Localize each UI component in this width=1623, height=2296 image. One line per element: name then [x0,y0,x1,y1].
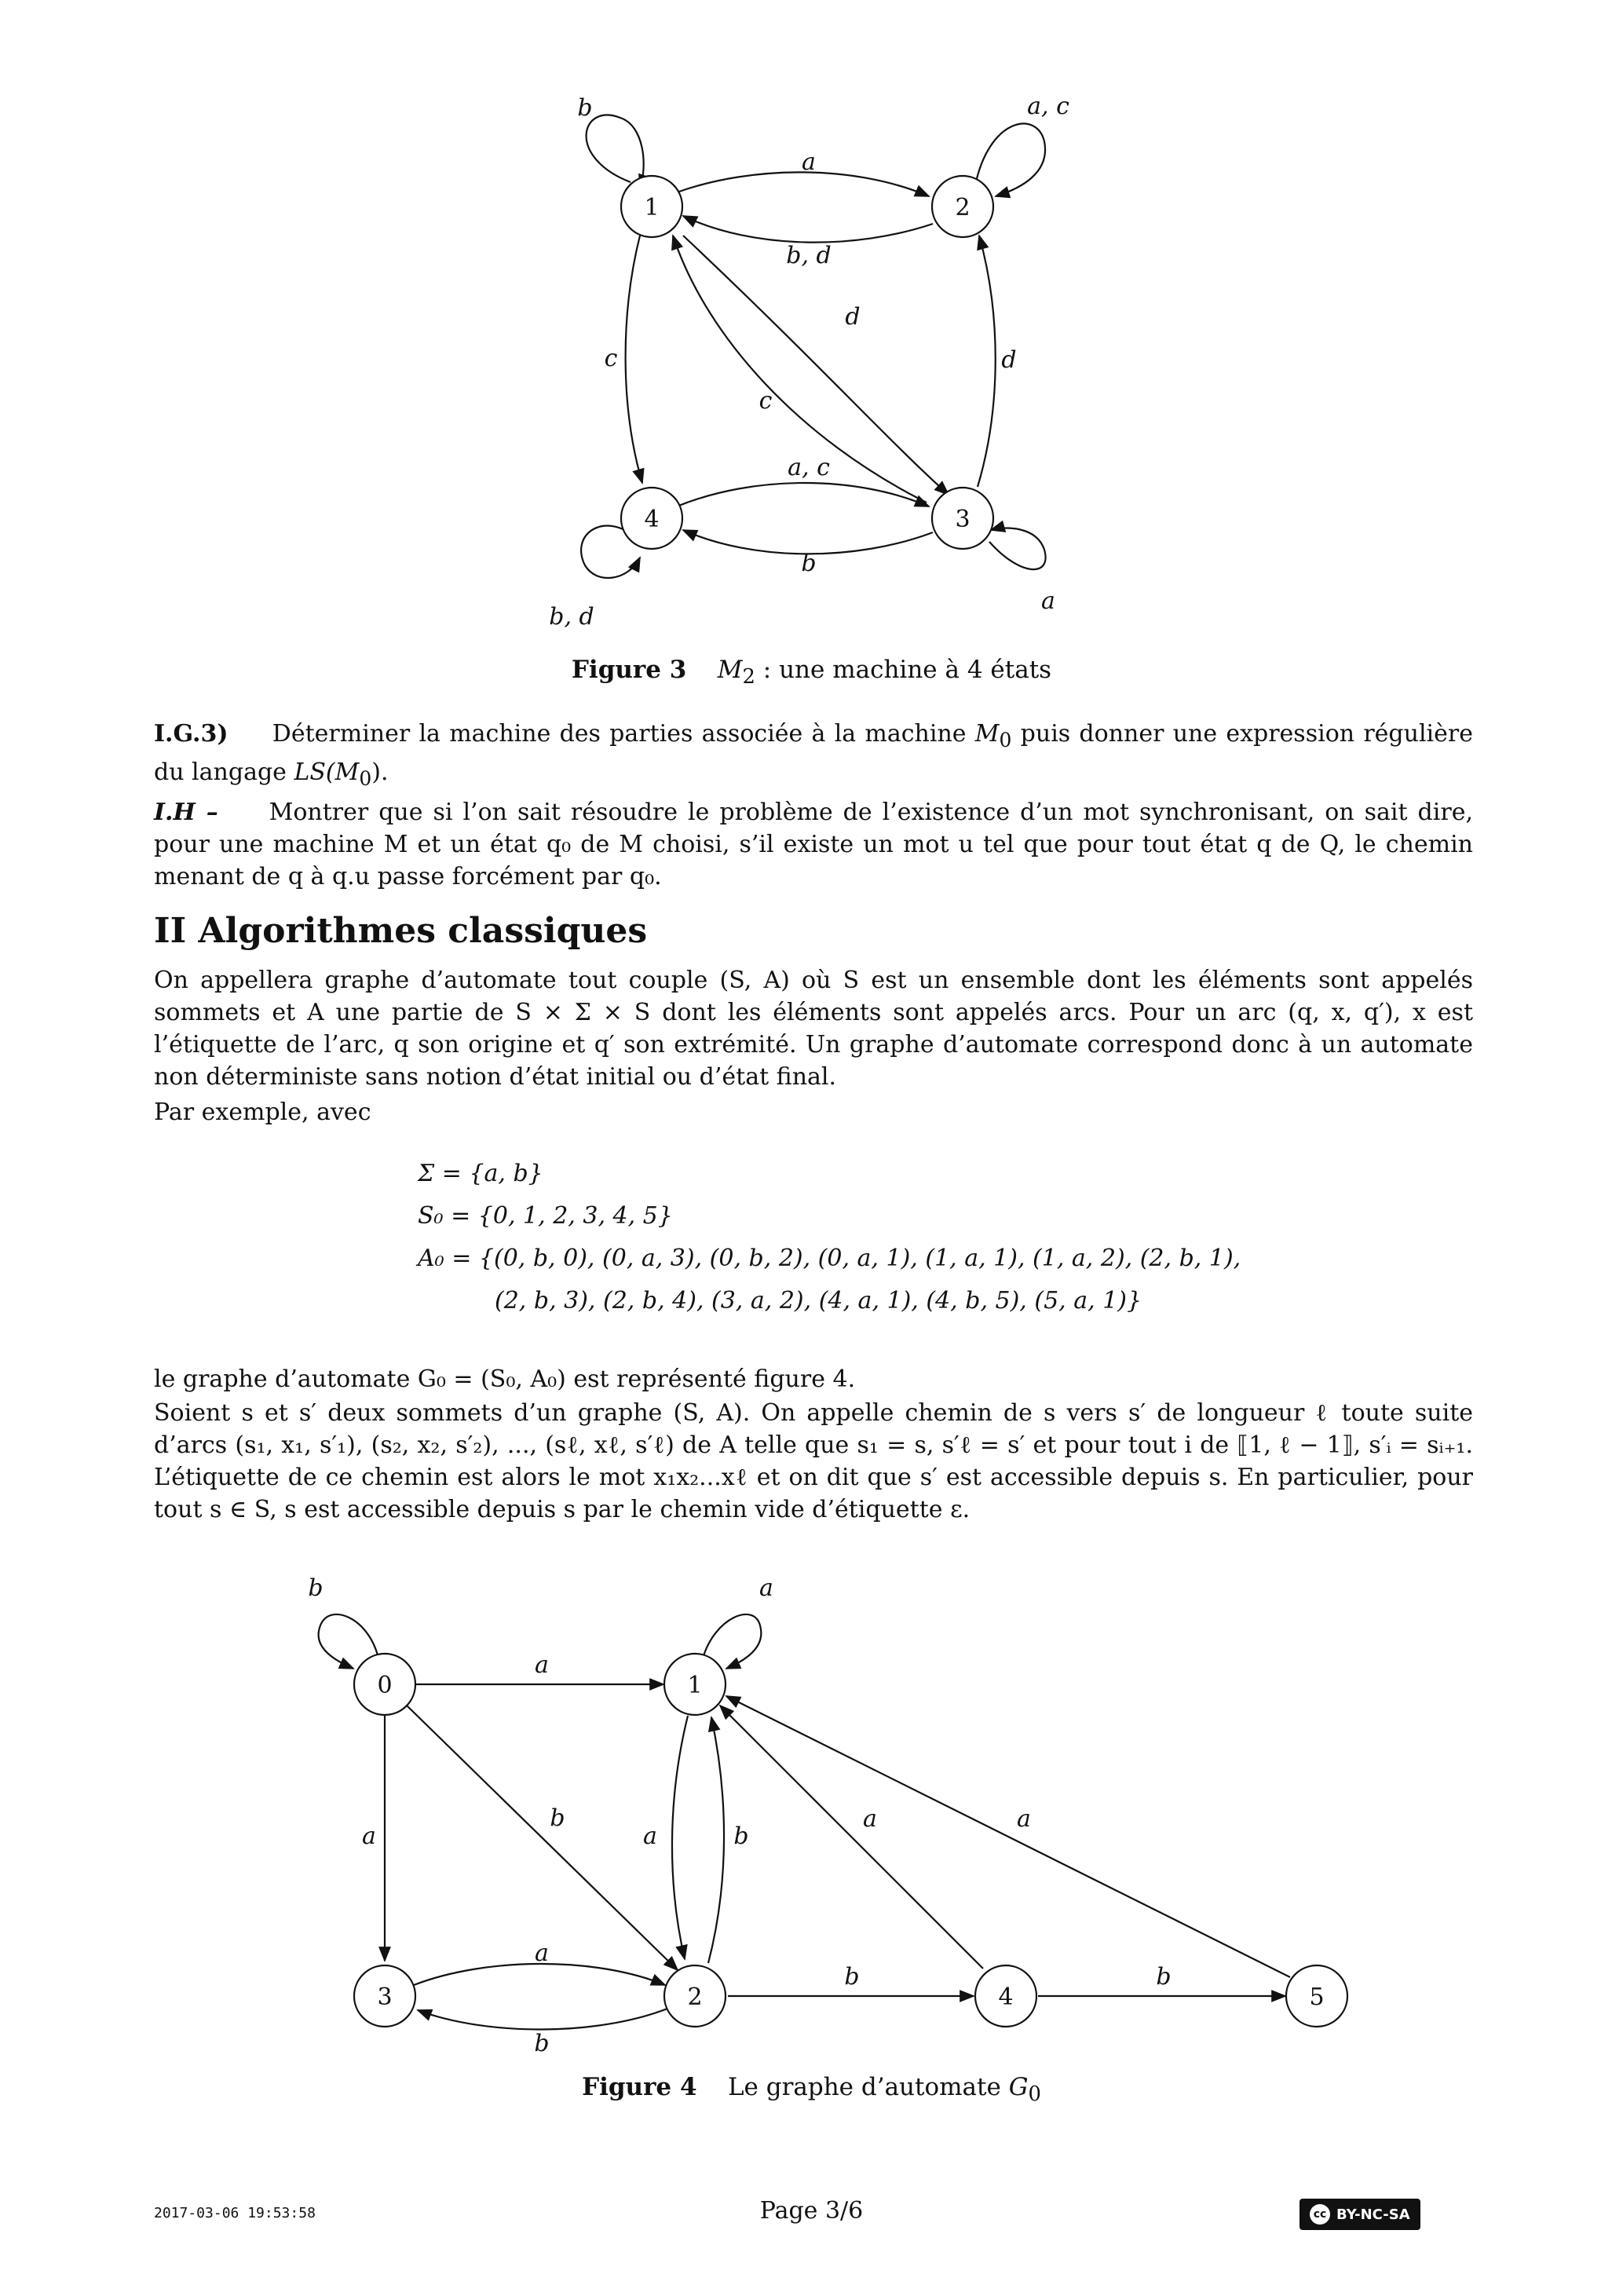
section-II-heading: II Algorithmes classiques [154,911,648,951]
fig4-label-e41: a [863,1805,877,1833]
fig3-state-label-2: 2 [955,194,971,221]
figure-3-caption-machine: M [717,656,743,684]
fig4-edge-0-2 [407,1706,678,1970]
IG3-m0: M [974,720,1000,748]
fig3-label-e34: b [801,550,817,577]
fig4-label-e01: a [535,1651,549,1679]
fig4-label-e51: a [1017,1805,1031,1833]
eq-sigma: Σ = {a, b} [418,1160,543,1187]
fig3-edge-4-3 [677,483,929,506]
fig3-label-e21: b, d [786,242,832,269]
figure-3-caption-label: Figure 3 [571,656,687,684]
fig4-label-e02: b [550,1804,565,1832]
fig3-label-e32: d [1001,346,1017,374]
fig4-state-label-5: 5 [1309,1983,1325,2011]
fig4-state-label-2: 2 [687,1983,703,2011]
section-II-para3: le graphe d’automate G₀ = (S₀, A₀) est représenté figure 4. [154,1366,856,1393]
fig4-state-label-3: 3 [377,1983,393,2011]
fig3-label-loop3: a [1041,587,1055,615]
figure-4-caption-label: Figure 4 [582,2073,697,2101]
section-II-para2: Par exemple, avec [154,1099,371,1126]
section-IG3 [154,718,1473,893]
figure-3-caption [0,656,1623,689]
fig4-label-e45: b [1156,1963,1172,1991]
IG3-text-1: Déterminer la machine des parties associée à la machine [272,720,975,748]
cc-icon: cc [1310,2204,1330,2225]
fig4-edge-1-2 [672,1716,688,1959]
IH-label: I.H – [154,799,218,826]
section-II-para1: On appellera graphe d’automate tout couple (S, A) où S est un ensemble dont les éléments sont appelés sommets et A une partie de S × Σ × S dont les éléments sont appelés arcs. Pour un arc (q, x, q′), x est l’étiquette de l’arc, q son origine et q′ son extrémité. Un graphe d’automate correspond donc à un automate non déterministe sans notion d’état initial ou d’état final. [154,967,1473,1091]
section-II-para4: Soient s et s′ deux sommets d’un graphe (S, A). On appelle chemin de s vers s′ de longueur ℓ toute suite d’arcs (s₁, x₁, s′₁), (s₂, x₂, s′₂), ..., (sℓ, xℓ, s′ℓ) de A telle que s₁ = s, s′ℓ = s′ et pour tout i de ⟦1, ℓ − 1⟧, s′ᵢ = sᵢ₊₁. L’étiquette de ce chemin est alors le mot x₁x₂...xℓ et on dit que s′ est accessible depuis s. En particulier, pour tout s ∈ S, s est accessible depuis s par le chemin vide d’étiquette ε. [154,1399,1473,1523]
fig3-edge-1-4 [626,236,642,483]
fig3-label-e31: c [758,387,773,415]
figure-4-caption [0,2073,1623,2106]
IG3-text-2: puis donner une expression régulière du langage [154,720,1473,786]
fig4-label-loop1: a [759,1574,773,1602]
equation-block [418,1153,1470,1322]
fig4-label-e23: b [534,2030,550,2057]
license-badge[interactable] [1299,2199,1420,2230]
IG3-m0-sub: 0 [999,729,1012,751]
fig4-edge-2-3 [418,2009,667,2030]
figure-4-caption-g: G [1008,2073,1029,2101]
fig3-label-loop1: b [577,94,593,122]
figure-4-caption-sub: 0 [1028,2082,1041,2107]
fig4-label-e03: a [362,1823,376,1850]
fig3-label-loop4: b, d [549,603,594,631]
section-II-title [154,911,647,951]
eq-a0-line2: (2, b, 3), (2, b, 4), (3, a, 2), (4, a, 1), (4, b, 5), (5, a, 1)} [495,1287,1142,1314]
fig3-state-label-1: 1 [644,194,660,221]
fig4-label-e32: a [535,1940,549,1967]
figure-3-caption-sub: 2 [742,665,755,689]
fig3-loop-1 [587,115,644,188]
fig3-edge-2-1 [683,216,933,243]
fig4-edge-3-2 [414,1964,665,1985]
IG3-ls-end: ). [371,759,389,786]
fig4-label-e21: b [733,1823,749,1850]
fig4-state-label-4: 4 [998,1983,1014,2011]
fig4-label-e12: a [643,1823,657,1850]
fig3-label-e13: d [845,303,861,331]
license-text: BY-NC-SA [1336,2206,1410,2223]
fig4-edge-2-1 [708,1717,724,1963]
fig3-label-e43: a, c [788,454,830,481]
eq-s0: S₀ = {0, 1, 2, 3, 4, 5} [418,1202,673,1230]
figure-4-caption-text: Le graphe d’automate [727,2073,1009,2101]
fig4-state-label-1: 1 [687,1672,703,1699]
fig4-edge-4-1 [720,1706,983,1969]
IG3-ls-sub: 0 [359,767,372,790]
section-II-body [154,964,1473,1128]
fig4-label-loop0: b [308,1574,324,1602]
fig3-state-label-3: 3 [955,506,971,533]
fig3-state-label-4: 4 [644,506,660,533]
figure-4-diagram [0,1555,1623,2065]
IG3-ls: LS(M [294,759,360,786]
IH-text: Montrer que si l’on sait résoudre le problème de l’existence d’un mot synchronisant, on sait dire, pour une machine M et un état q₀ de M choisi, s’il existe un mot u tel que pour tout état q de Q, le chemin menant de q à q.u passe forcément par q₀. [154,799,1473,890]
figure-3-caption-text: : une machine à 4 états [755,656,1052,684]
fig3-label-e14: c [604,345,618,372]
fig4-label-e24: b [844,1963,860,1991]
fig3-label-e12: a [802,148,816,176]
eq-a0-line1: A₀ = {(0, b, 0), (0, a, 3), (0, b, 2), (0, a, 1), (1, a, 1), (1, a, 2), (2, b, 1), [418,1245,1241,1272]
fig3-loop-3 [989,528,1046,570]
fig3-edge-3-2 [978,236,996,487]
figure-3-diagram [0,0,1623,652]
fig3-label-loop2: a, c [1027,93,1069,120]
fig4-edge-5-1 [726,1696,1290,1977]
fig4-state-label-0: 0 [377,1672,393,1699]
IG3-label: I.G.3) [154,720,228,748]
section-II-body-2 [154,1363,1473,1526]
footer-date: 2017-03-06 19:53:58 [154,2205,316,2221]
footer-page-number: Page 3/6 [759,2197,864,2225]
